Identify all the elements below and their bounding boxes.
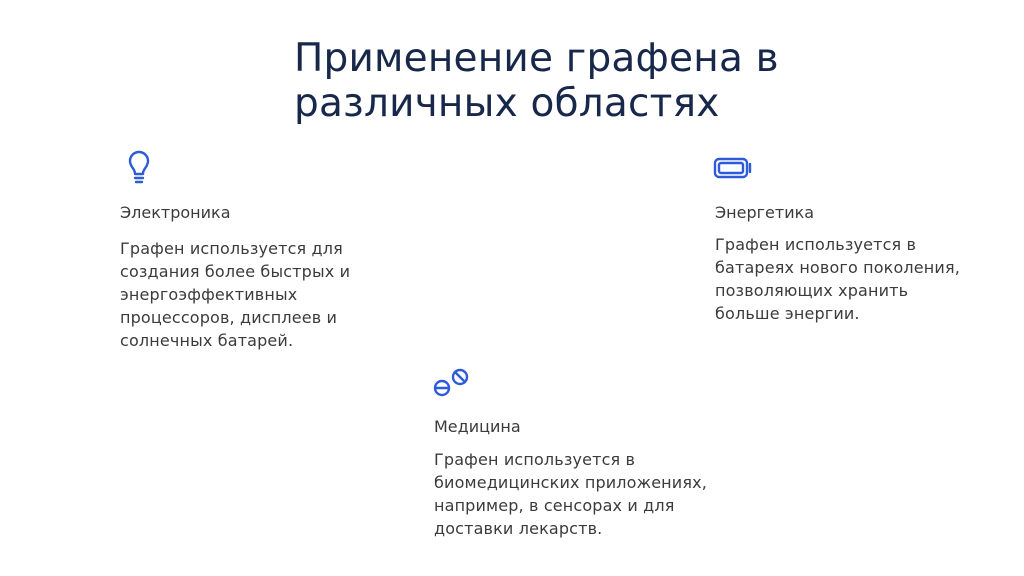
pills-icon [432, 365, 472, 405]
slide-title: Применение графена в различных областях [294, 36, 779, 126]
card-description: Графен используется в биомедицинских приложениях, например, в сенсорах и для доставки лекарств. [434, 450, 707, 538]
card-heading: Медицина [434, 417, 521, 436]
battery-icon [713, 149, 753, 189]
lightbulb-icon [119, 147, 159, 187]
card-heading: Энергетика [715, 203, 815, 222]
card-heading: Электроника [120, 203, 231, 222]
card-description: Графен используется в батареях нового поколения, позволяющих хранить больше энергии. [715, 235, 960, 323]
card-description: Графен используется для создания более быстрых и энергоэффективных процессоров, дисплеев и солнечных батарей. [120, 239, 351, 350]
